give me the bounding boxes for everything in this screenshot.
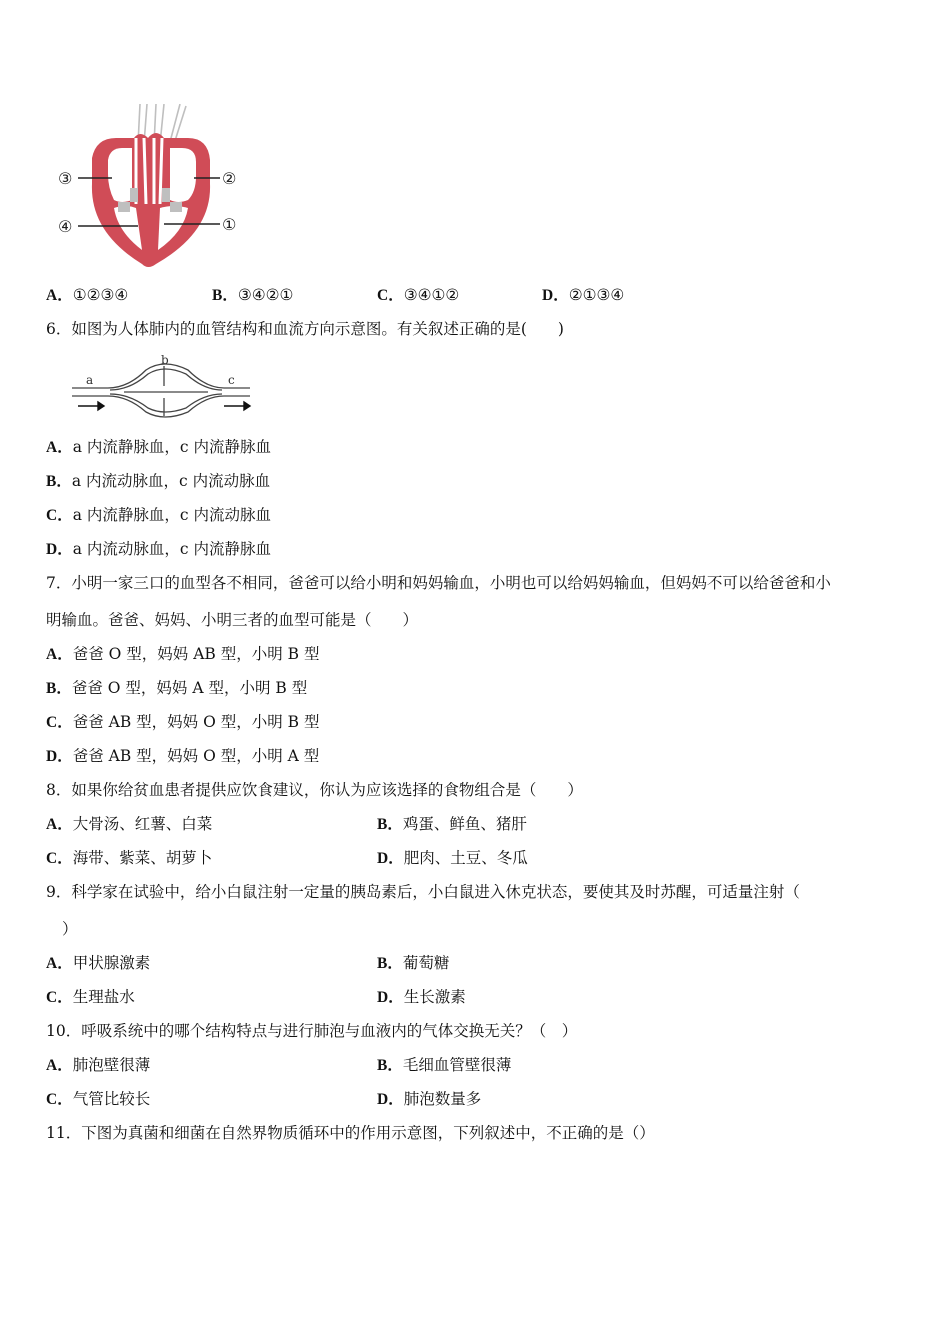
q6-option-c: C．a 内流静脉血，c 内流动脉血 bbox=[46, 506, 271, 524]
heart-label-4: ④ bbox=[58, 217, 73, 236]
q5-option-a: A．①②③④ bbox=[46, 286, 129, 304]
q7-stem-line1: 7．小明一家三口的血型各不相同，爸爸可以给小明和妈妈输血，小明也可以给妈妈输血，但妈妈不可以给爸爸和小 bbox=[46, 574, 831, 592]
q10-option-a: A．肺泡壁很薄 bbox=[46, 1056, 151, 1074]
q5-option-d: D．②①③④ bbox=[542, 286, 625, 304]
heart-label-3: ③ bbox=[58, 169, 73, 188]
q7-option-c: C．爸爸 AB 型，妈妈 O 型，小明 B 型 bbox=[46, 713, 320, 731]
q5-option-c: C．③④①② bbox=[377, 286, 460, 304]
q8-option-d: D．肥肉、土豆、冬瓜 bbox=[377, 849, 528, 867]
q9-option-d: D．生长激素 bbox=[377, 988, 466, 1006]
lung-vessel-diagram bbox=[68, 352, 258, 418]
heart-label-1: ① bbox=[222, 215, 237, 234]
q9-option-b: B．葡萄糖 bbox=[377, 954, 450, 972]
q7-stem-line2: 明输血。爸爸、妈妈、小明三者的血型可能是（ ） bbox=[46, 611, 419, 629]
q6-option-b: B．a 内流动脉血，c 内流动脉血 bbox=[46, 472, 271, 490]
q7-option-b: B．爸爸 O 型，妈妈 A 型，小明 B 型 bbox=[46, 679, 308, 697]
q9-stem-line1: 9．科学家在试验中，给小白鼠注射一定量的胰岛素后，小白鼠进入休克状态，要使其及时苏醒，可适量注射（ bbox=[46, 883, 800, 901]
q8-option-c: C．海带、紫菜、胡萝卜 bbox=[46, 849, 213, 867]
q10-option-b: B．毛细血管壁很薄 bbox=[377, 1056, 512, 1074]
q9-option-a: A．甲状腺激素 bbox=[46, 954, 151, 972]
q10-option-d: D．肺泡数量多 bbox=[377, 1090, 482, 1108]
vessel-label-b: b bbox=[161, 353, 169, 367]
q9-stem-line2: ） bbox=[62, 920, 78, 938]
q8-option-a: A．大骨汤、红薯、白菜 bbox=[46, 815, 213, 833]
heart-label-2: ② bbox=[222, 169, 237, 188]
q7-option-a: A．爸爸 O 型，妈妈 AB 型，小明 B 型 bbox=[46, 645, 320, 663]
q11-stem: 11．下图为真菌和细菌在自然界物质循环中的作用示意图，下列叙述中，不正确的是（） bbox=[46, 1124, 655, 1142]
vessel-label-a: a bbox=[86, 373, 94, 387]
q6-stem: 6．如图为人体肺内的血管结构和血流方向示意图。有关叙述正确的是( ) bbox=[46, 320, 564, 338]
q6-option-d: D．a 内流动脉血，c 内流静脉血 bbox=[46, 540, 271, 558]
q10-option-c: C．气管比较长 bbox=[46, 1090, 151, 1108]
q9-option-c: C．生理盐水 bbox=[46, 988, 135, 1006]
vessel-label-c: c bbox=[228, 373, 235, 387]
q10-stem: 10．呼吸系统中的哪个结构特点与进行肺泡与血液内的气体交换无关？（ ） bbox=[46, 1022, 578, 1040]
q7-option-d: D．爸爸 AB 型，妈妈 O 型，小明 A 型 bbox=[46, 747, 320, 765]
q6-option-a: A．a 内流静脉血，c 内流静脉血 bbox=[46, 438, 271, 456]
q5-option-b: B．③④②① bbox=[212, 286, 294, 304]
heart-diagram bbox=[52, 104, 248, 270]
q8-stem: 8．如果你给贫血患者提供应饮食建议，你认为应该选择的食物组合是（ ） bbox=[46, 781, 583, 799]
q8-option-b: B．鸡蛋、鲜鱼、猪肝 bbox=[377, 815, 527, 833]
